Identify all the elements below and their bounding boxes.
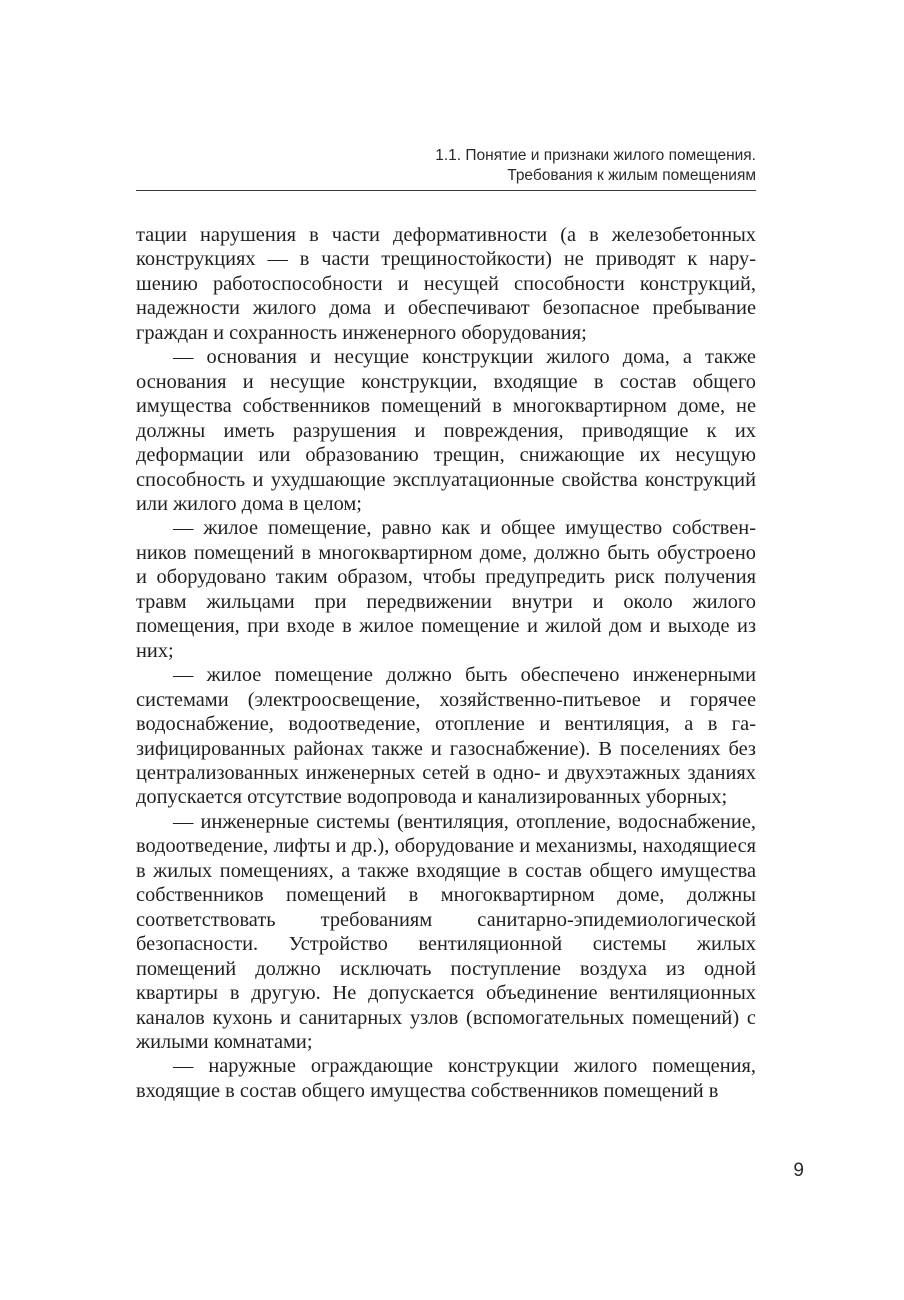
running-header-line-2: Требования к жилым помещениям [507, 167, 756, 184]
running-header-line-1: 1.1. Понятие и признаки жилого помещения. [435, 147, 756, 164]
paragraph: — жилое помещение должно быть обеспечено инженерными системами (электроосвещение, хозяйственно-питьевое и горячее водоснабжение, водоотведение, отопление и вентиляция, а в газифицированных районах также и газоснабжение). В поселениях без централизованных инженерных сетей в одно- и двухэтажных зданиях допускается отсутствие водопровода и канализированных уборных; [136, 664, 756, 809]
paragraph: тации нарушения в части деформативности (а в железобетонных конструкциях — в части трещиностойкости) не приводят к нарушению работоспособности и несущей способности конструкций, надежности жилого дома и обеспечивают безопасное пребывание граждан и сохранность инженерного оборудования; [136, 224, 756, 344]
page-number: 9 [793, 1160, 804, 1181]
paragraph: — основания и несущие конструкции жилого дома, а также основания и несущие конструкции, входящие в состав общего имущества собственников помещений в многоквартирном доме, не должны иметь разрушения и повреждения, приводящие к их деформации или образованию трещин, снижающие их несущую способность и ухудшающие эксплуатационные свойства конструкций или жилого дома в целом; [136, 346, 756, 515]
body-text [136, 223, 756, 1103]
paragraph: — инженерные системы (вентиляция, отопление, водоснабжение, водоотведение, лифты и др.), оборудование и механизмы, находящиеся в жилых помещениях, а также входящие в состав общего имущества собственников помещений в многоквартирном доме, должны соответствовать требованиям санитарно-эпидемиологической безопасности. Устройство вентиляционной системы жилых помещений должно исключать поступление воздуха из одной квартиры в другую. Не допускается объединение вентиляционных каналов кухонь и санитарных узлов (вспомогательных помещений) с жилыми комнатами; [136, 810, 756, 1053]
running-header [435, 146, 756, 186]
paragraph: — наружные ограждающие конструкции жилого помещения, входящие в состав общего имущества собственников помещений в [136, 1055, 756, 1102]
header-divider [136, 190, 756, 191]
paragraph: — жилое помещение, равно как и общее имущество собственников помещений в многоквартирном доме, должно быть обустроено и оборудовано таким образом, чтобы предупредить риск получения травм жильцами при передвижении внутри и около жилого помещения, при входе в жилое помещение и жилой дом и выходе из них; [136, 517, 756, 662]
